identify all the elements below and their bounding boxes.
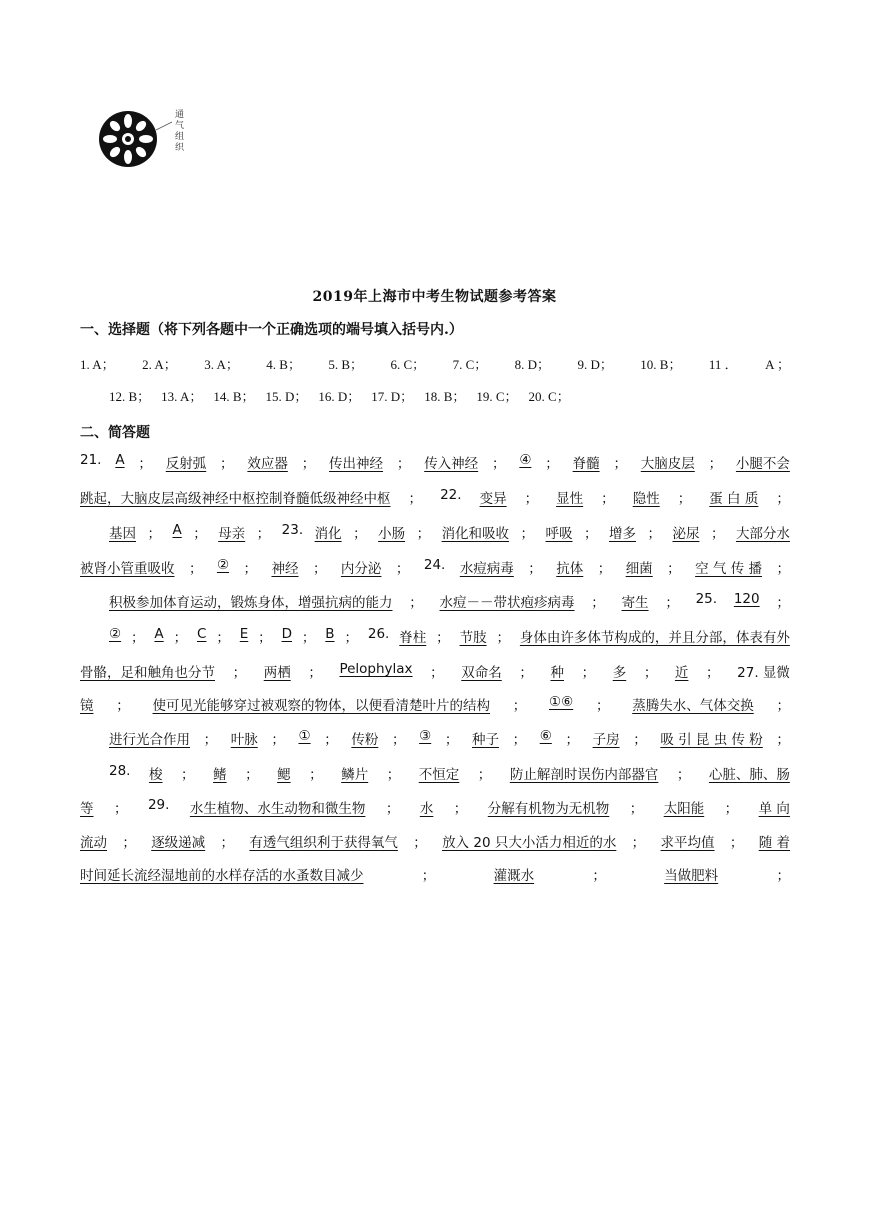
mcq-answer: 12. B； [109, 389, 151, 404]
answer-separator: ； [477, 767, 492, 783]
answer-text: 跳起，大脑皮层高级神经中枢控制脊髓低级神经中枢 [80, 491, 391, 507]
answer-separator: ； [258, 630, 272, 646]
answer-text: 身体由许多体节构成的，并且分部，体表有外 [519, 630, 790, 646]
mcq-answer: 20. C； [528, 389, 570, 404]
answer-text: 等 [80, 801, 94, 817]
answer-separator: ； [601, 491, 615, 507]
answer-text: 鳞片 [341, 767, 369, 783]
answer-text: 求平均值 [660, 835, 715, 851]
answer-text: 传粉 [351, 732, 379, 748]
answer-separator: ； [122, 835, 136, 851]
answer-separator: ； [581, 665, 596, 681]
answer-line [109, 591, 790, 611]
answer-separator: ； [301, 630, 316, 646]
answer-text: 随 着 [758, 835, 790, 851]
answer-separator: ； [665, 595, 679, 611]
mcq-answer: 1. A； [80, 357, 115, 372]
answer-text: 细菌 [625, 561, 653, 577]
answer-separator: ； [203, 732, 218, 748]
answer-text: E [239, 626, 249, 642]
answer-separator: ； [520, 526, 535, 542]
answer-text: 子房 [592, 732, 620, 748]
answer-separator: ； [216, 630, 230, 646]
answer-text: 反射弧 [165, 456, 207, 472]
answer-text: 消化和吸收 [441, 526, 510, 542]
figure-label-char: 织 [175, 143, 185, 153]
mcq-answer: 14. B； [213, 389, 255, 404]
mcq-answer: 19. C； [476, 389, 518, 404]
answer-separator: ； [385, 801, 400, 817]
answer-separator: ； [147, 526, 161, 542]
mcq-answers-row-1 [80, 354, 790, 373]
answer-separator: ； [173, 630, 188, 646]
answer-separator: ； [528, 561, 542, 577]
answer-text: 两栖 [263, 665, 291, 681]
answer-text: 内分泌 [340, 561, 382, 577]
answer-separator: ； [512, 732, 527, 748]
answer-text: Pelophylax [339, 661, 413, 677]
answer-separator: ； [181, 767, 195, 783]
answer-text: 当做肥料 [664, 868, 719, 884]
answer-separator: ； [667, 561, 681, 577]
answer-separator: ； [220, 835, 235, 851]
answer-separator: 23. [281, 522, 304, 538]
answer-separator: ； [444, 732, 459, 748]
mcq-answer: 18. B； [424, 389, 466, 404]
answer-text: 水 [419, 801, 434, 817]
answer-text: 心脏、肺、肠 [708, 767, 790, 783]
answer-separator: ； [271, 732, 285, 748]
section2-heading: 二、简答题 [80, 425, 150, 441]
answer-separator: ； [629, 801, 644, 817]
lotus-root-cross-section-image [98, 108, 178, 170]
mcq-answer: 17. D； [371, 389, 414, 404]
answer-text: 放入 20 只大小活力相近的水 [442, 835, 617, 851]
answer-line [80, 452, 790, 472]
answer-text: 太阳能 [663, 801, 705, 817]
answer-separator: ； [312, 561, 327, 577]
answer-separator: 25. [695, 591, 718, 607]
answer-text: 双命名 [461, 665, 502, 681]
answer-separator: ； [116, 698, 130, 714]
answer-separator: ； [408, 491, 423, 507]
mcq-answer: 8. D； [514, 357, 551, 372]
answer-text: 增多 [609, 526, 636, 542]
document-title: 2019年上海市中考生物试题参考答案 [312, 289, 557, 305]
answer-text: 不恒定 [418, 767, 460, 783]
answer-separator: 28. [109, 763, 131, 779]
answer-text: ①⑥ [549, 694, 574, 710]
answer-separator: ； [453, 801, 468, 817]
answer-text: 神经 [271, 561, 299, 577]
answer-separator: ； [193, 526, 207, 542]
answer-text: 小肠 [378, 526, 406, 542]
answer-text: 传出神经 [329, 456, 384, 472]
mcq-answer: 9. D； [577, 357, 613, 372]
answer-separator: ； [421, 868, 436, 884]
answer-separator: ； [344, 630, 358, 646]
answer-separator: 27. 显微 [737, 665, 790, 681]
answer-text: 鳃 [277, 767, 291, 783]
answer-text: 使可见光能够穿过被观察的物体，以便看清楚叶片的结构 [152, 698, 490, 714]
mcq-answers-row-2 [109, 386, 581, 405]
answer-separator: ； [643, 665, 658, 681]
answer-separator: ； [256, 526, 271, 542]
answer-separator: ； [301, 456, 316, 472]
mcq-answer: 15. D； [265, 389, 308, 404]
mcq-answer: 5. B； [328, 357, 364, 372]
answer-separator: ； [729, 835, 744, 851]
answer-separator: ； [416, 526, 431, 542]
answer-separator: ； [524, 491, 539, 507]
answer-text: 抗体 [556, 561, 584, 577]
answer-text: D [281, 626, 292, 642]
answer-text: 水痘－－带状疱疹病毒 [439, 595, 575, 611]
answer-text: 120 [733, 591, 760, 607]
answer-text: C [196, 626, 207, 642]
figure-label-char: 气 [175, 121, 185, 131]
answer-text: 水痘病毒 [459, 561, 514, 577]
answer-text: 效应器 [247, 456, 288, 472]
answer-text: ② [216, 557, 230, 573]
answer-text: 骨骼，足和触角也分节 [80, 665, 215, 681]
answer-separator: 22. [440, 487, 462, 503]
answer-text: 显性 [556, 491, 584, 507]
answer-text: 寄生 [621, 595, 649, 611]
answer-text: 近 [674, 665, 689, 681]
mcq-answer: 11 ． [708, 357, 738, 372]
answer-separator: ； [613, 456, 627, 472]
answer-separator: ； [631, 835, 646, 851]
answer-separator: ； [131, 630, 145, 646]
answer-separator: ； [113, 801, 128, 817]
answer-separator: 24. [423, 557, 446, 573]
answer-text: A [172, 522, 182, 538]
answer-separator: ； [633, 732, 647, 748]
figure-label [175, 110, 185, 154]
answer-separator: ； [353, 526, 367, 542]
answer-text: 小腿不会 [735, 456, 790, 472]
answer-separator: ； [220, 456, 234, 472]
answer-separator: ； [595, 698, 610, 714]
answer-line [80, 797, 790, 817]
answer-separator: ； [519, 665, 533, 681]
answer-text: 空 气 传 播 [695, 561, 762, 577]
answer-separator: ； [584, 526, 598, 542]
answer-text: 基因 [109, 526, 136, 542]
mcq-answer: 7. C； [452, 357, 488, 372]
answer-text: ⑥ [539, 728, 552, 744]
answer-text: 隐性 [632, 491, 660, 507]
answer-separator: ； [413, 835, 427, 851]
answer-line [109, 728, 790, 748]
answer-separator: ； [245, 767, 259, 783]
answer-line [80, 694, 790, 714]
answer-separator: ； [677, 491, 692, 507]
answer-separator: ； [591, 595, 605, 611]
answer-separator: ； [647, 526, 661, 542]
answer-text: 逐级递减 [151, 835, 206, 851]
answer-text: 母亲 [218, 526, 246, 542]
answer-separator: ； [676, 767, 691, 783]
answer-text: 镜 [80, 698, 94, 714]
answer-text: 被肾小管重吸收 [80, 561, 175, 577]
answer-separator: 26. [367, 626, 390, 642]
answer-separator: ； [430, 665, 444, 681]
answer-separator: ； [776, 491, 790, 507]
answer-text: 脊柱 [399, 630, 427, 646]
answer-text: 传入神经 [424, 456, 479, 472]
answer-line [80, 487, 790, 507]
answer-text: 节肢 [459, 630, 487, 646]
answer-text: 灌溉水 [493, 868, 535, 884]
answer-line [80, 831, 790, 851]
answer-text: B [325, 626, 335, 642]
answer-text: 防止解剖时误伤内部器官 [509, 767, 659, 783]
answer-line [109, 522, 790, 542]
answer-separator: ； [597, 561, 612, 577]
answer-separator: ； [391, 732, 406, 748]
answer-text: 叶脉 [230, 732, 258, 748]
mcq-answer: 3. A； [204, 357, 239, 372]
figure-label-char: 通 [175, 110, 185, 120]
answer-text: 变异 [479, 491, 507, 507]
answer-text: ① [298, 728, 311, 744]
mcq-answer: 10. B； [640, 357, 682, 372]
answer-separator: ； [324, 732, 338, 748]
answer-separator: ； [386, 767, 401, 783]
answer-line [80, 864, 790, 884]
answer-text: A [115, 452, 125, 468]
answer-text: ② [109, 626, 122, 642]
answer-separator: ； [492, 456, 506, 472]
answer-separator: ； [776, 561, 790, 577]
answer-separator: ； [243, 561, 258, 577]
answer-text: 大脑皮层 [640, 456, 695, 472]
answer-separator: ； [706, 665, 720, 681]
answer-text: 脊髓 [572, 456, 600, 472]
mcq-answer: 13. A； [161, 389, 203, 404]
answer-separator: ； [710, 526, 725, 542]
mcq-answer: 4. B； [266, 357, 301, 372]
answer-text: 有透气组织利于获得氧气 [249, 835, 398, 851]
answer-text: 进行光合作用 [109, 732, 190, 748]
answer-text: A [154, 626, 164, 642]
answer-text: 种子 [471, 732, 499, 748]
answer-separator: ； [776, 698, 790, 714]
answer-text: 蛋 白 质 [709, 491, 759, 507]
mcq-answer: 6. C； [390, 357, 426, 372]
answer-text: ④ [519, 452, 532, 468]
section1-heading: 一、选择题（将下列各题中一个正确选项的端号填入括号内.） [80, 322, 463, 338]
answer-separator: ； [309, 767, 323, 783]
answer-text: 流动 [80, 835, 107, 851]
answer-separator: ； [308, 665, 322, 681]
answer-text: 种 [550, 665, 564, 681]
answer-text: 单 向 [758, 801, 790, 817]
answer-separator: ； [396, 456, 411, 472]
answer-separator: ； [188, 561, 203, 577]
answer-text: 泌尿 [672, 526, 700, 542]
answer-separator: ； [409, 595, 423, 611]
answer-separator: ； [776, 868, 790, 884]
answer-text: 多 [612, 665, 627, 681]
answer-separator: ； [232, 665, 247, 681]
answer-separator: ； [724, 801, 739, 817]
answer-text: 时间延长流经湿地前的水样存活的水蚤数目减少 [80, 868, 364, 884]
answer-line [80, 661, 790, 681]
mcq-answer: 16. D； [318, 389, 361, 404]
answer-text: 吸 引 昆 虫 传 粉 [660, 732, 763, 748]
answer-text: 消化 [314, 526, 342, 542]
answer-text: 梭 [149, 767, 163, 783]
answer-text: 水生植物、水生动物和微生物 [189, 801, 366, 817]
answer-separator: ； [708, 456, 723, 472]
answer-text: 大部分水 [735, 526, 790, 542]
mcq-answer: 2. A； [142, 357, 177, 372]
answer-separator: ； [138, 456, 152, 472]
answer-text: 积极参加体育运动，锻炼身体，增强抗病的能力 [109, 595, 393, 611]
answer-separator: ； [592, 868, 606, 884]
figure-label-char: 组 [175, 132, 185, 142]
answer-separator: ； [512, 698, 527, 714]
answer-separator: ； [545, 456, 559, 472]
answer-text: 分解有机物为无机物 [487, 801, 610, 817]
answer-text: 鳍 [213, 767, 227, 783]
answer-text: ③ [419, 728, 432, 744]
answer-line [80, 557, 790, 577]
mcq-answer: A ； [765, 357, 790, 372]
answer-separator: ； [776, 732, 790, 748]
answer-separator: ； [496, 630, 510, 646]
answer-separator: 21. [80, 452, 102, 468]
answer-separator: ； [395, 561, 410, 577]
answer-text: 呼吸 [545, 526, 573, 542]
answer-separator: 29. [147, 797, 170, 813]
answer-text: 蒸腾失水、气体交换 [632, 698, 754, 714]
answer-separator: ； [436, 630, 450, 646]
answer-separator: ； [776, 595, 790, 611]
answer-line [109, 763, 790, 783]
answer-line [109, 626, 790, 646]
answer-separator: ； [565, 732, 579, 748]
